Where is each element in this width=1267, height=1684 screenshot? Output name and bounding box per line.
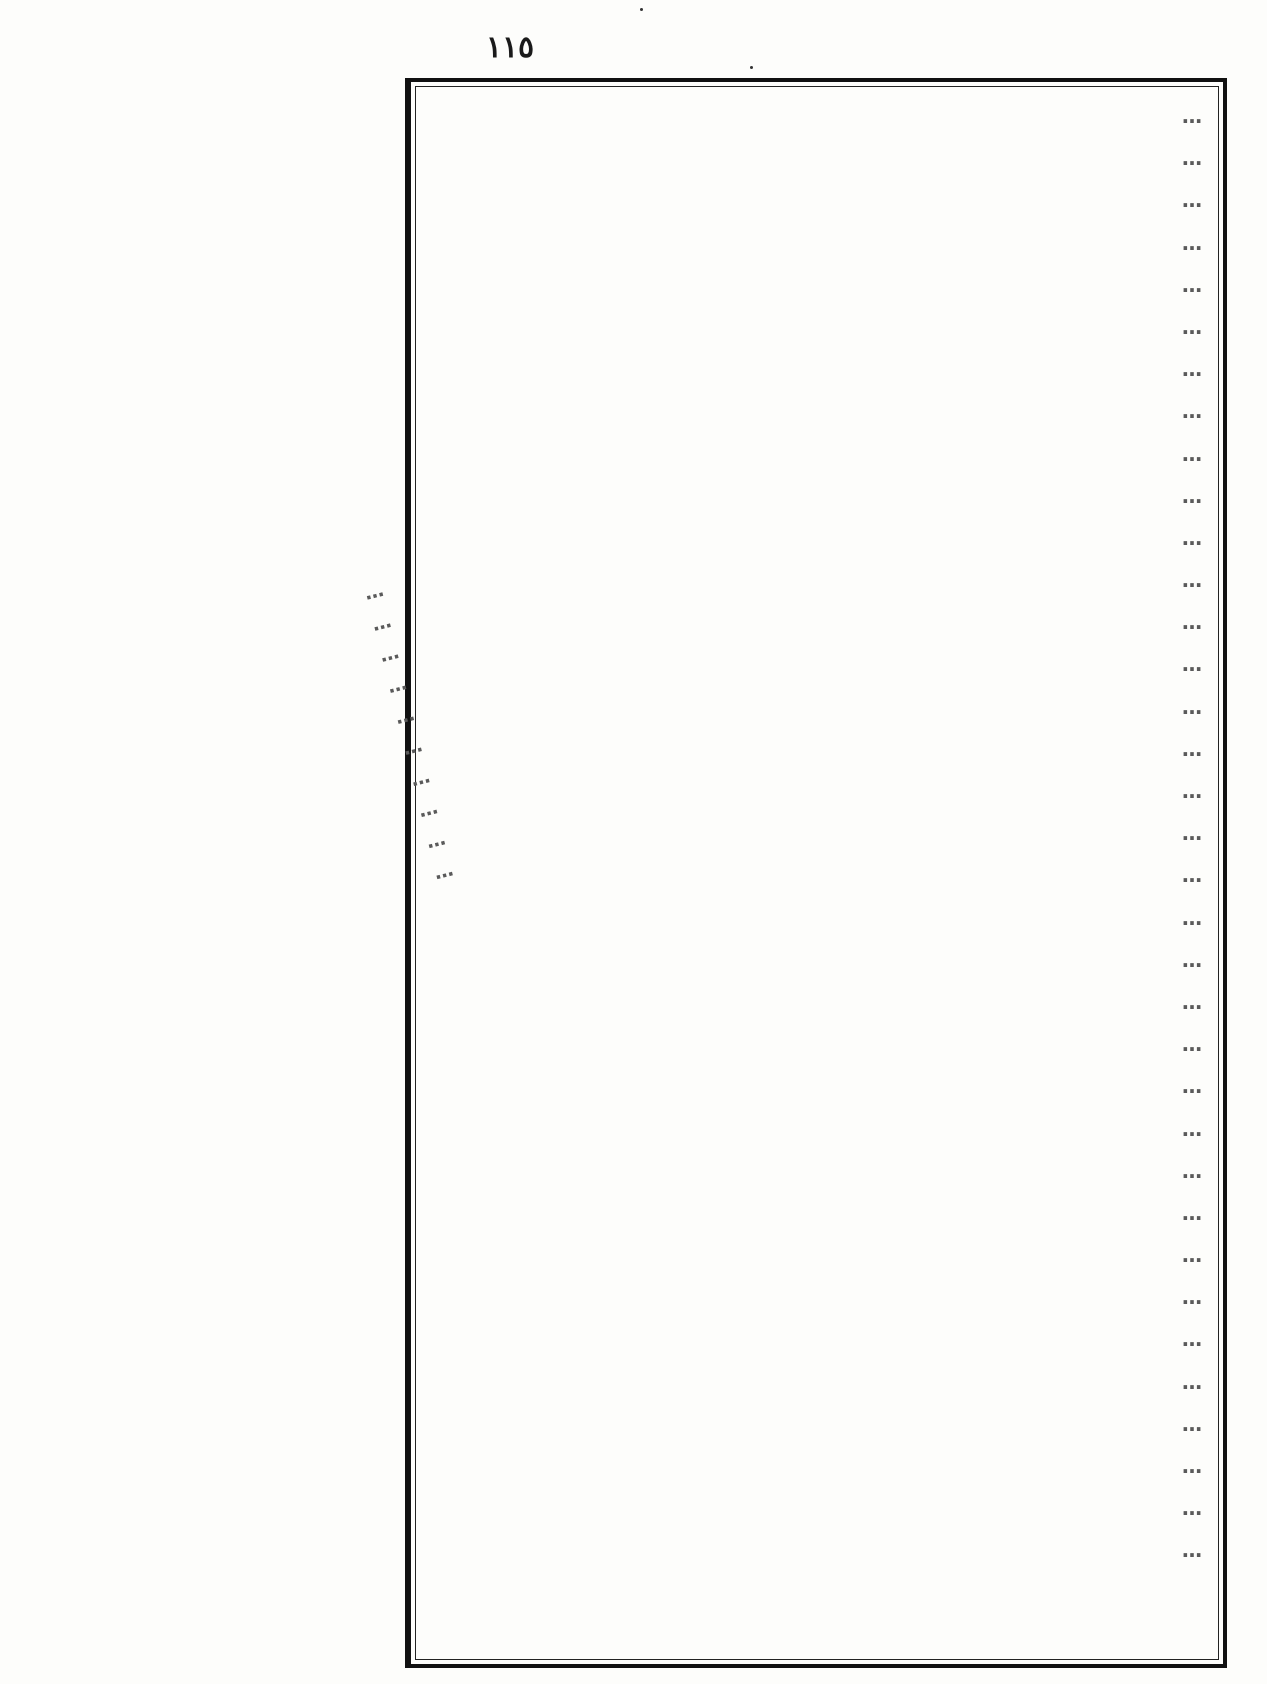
text-line: … [1182, 652, 1204, 677]
text-line: … [1182, 357, 1204, 382]
marginal-gloss [51, 574, 458, 967]
main-text-block [432, 95, 1204, 1572]
gloss-line: … [416, 795, 442, 823]
text-line: … [1182, 905, 1204, 930]
text-line: … [1182, 441, 1204, 466]
page-frame-inner-rule [415, 86, 1219, 1660]
scan-speck [750, 66, 753, 69]
gloss-line: … [424, 826, 450, 854]
text-line: … [1182, 1411, 1204, 1436]
text-line: … [1182, 1116, 1204, 1141]
text-line: … [1182, 1369, 1204, 1394]
gloss-line: … [400, 733, 427, 761]
text-line: … [1182, 610, 1204, 635]
gloss-line: … [362, 578, 388, 605]
text-line: … [1182, 863, 1204, 888]
text-line: … [1182, 1496, 1204, 1521]
text-line: … [1182, 694, 1204, 719]
text-line: … [1182, 104, 1204, 128]
text-line: … [1182, 1285, 1204, 1310]
text-line: … [1182, 483, 1204, 508]
text-line: … [1182, 146, 1204, 171]
text-line: … [1182, 272, 1204, 297]
text-line: … [1182, 1538, 1204, 1563]
text-line: … [1182, 314, 1204, 339]
text-line: … [1182, 1243, 1204, 1268]
gloss-line: … [408, 764, 435, 792]
text-line: … [1182, 568, 1204, 593]
text-line: … [1182, 989, 1204, 1014]
text-line: … [1182, 1032, 1204, 1057]
page-frame [405, 78, 1227, 1668]
gloss-line: … [377, 640, 404, 668]
text-line: … [1182, 230, 1204, 255]
text-line: … [1182, 525, 1204, 550]
text-line: … [1182, 1327, 1204, 1352]
text-line: … [1182, 947, 1204, 972]
text-line: … [1182, 399, 1204, 424]
text-line: … [1182, 1158, 1204, 1183]
gloss-line: … [393, 702, 419, 730]
gloss-line: … [431, 857, 458, 885]
text-line: … [1182, 821, 1204, 846]
text-line: … [1182, 188, 1204, 213]
scan-speck [640, 8, 643, 11]
text-line: … [1182, 1454, 1204, 1478]
text-line: … [1182, 779, 1204, 803]
gloss-line: … [369, 609, 396, 636]
page-number: ١١٥ [485, 30, 535, 65]
text-line: … [1182, 1200, 1204, 1225]
text-line: … [1182, 1074, 1204, 1099]
text-line: … [1182, 736, 1204, 761]
gloss-line: … [385, 671, 411, 699]
